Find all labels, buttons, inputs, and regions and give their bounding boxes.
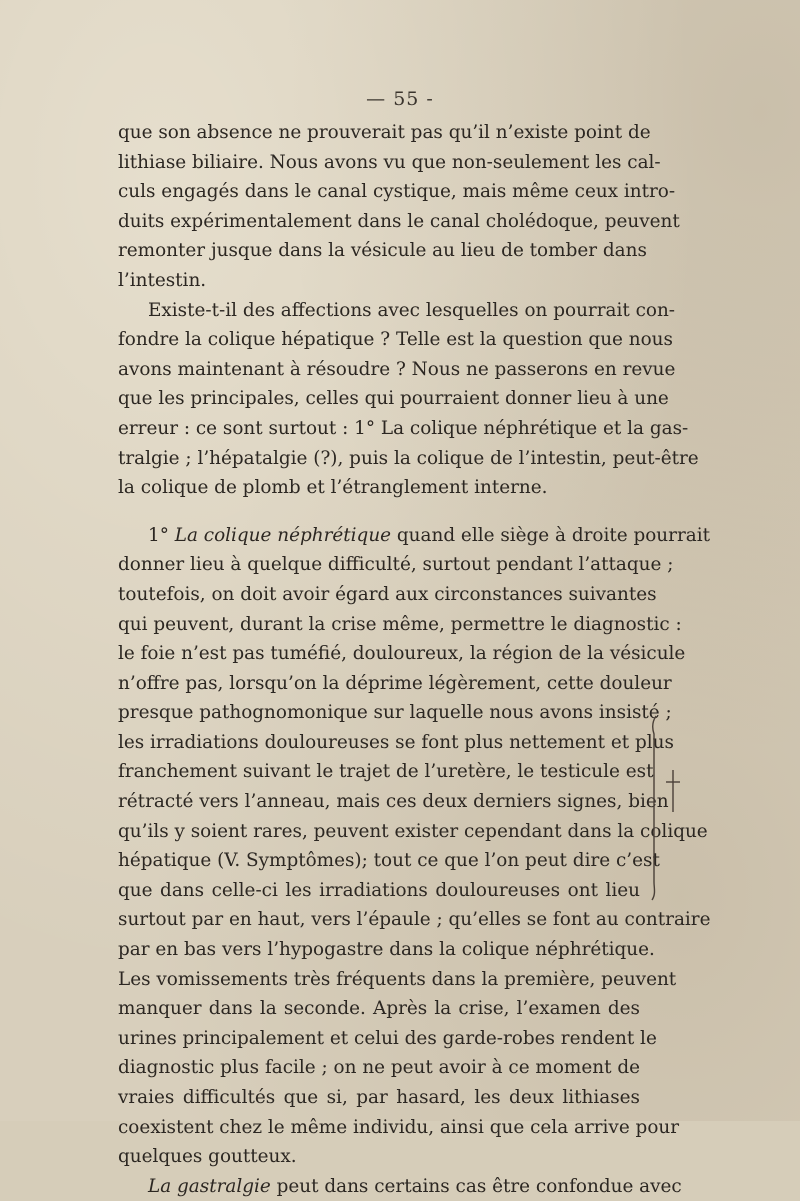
page-number: — 55 - bbox=[366, 88, 434, 110]
body-text bbox=[118, 118, 711, 1201]
text-line: lithiase biliaire. Nous avons vu que non-seulement les cal- bbox=[118, 151, 661, 173]
margin-bracket-drawing bbox=[648, 712, 688, 902]
text-line: duits expérimentalement dans le canal cholédoque, peuvent bbox=[118, 210, 680, 232]
text-line: diagnostic plus facile ; on ne peut avoir à ce moment de bbox=[118, 1057, 640, 1079]
text-line: toutefois, on doit avoir égard aux circonstances suivantes bbox=[118, 583, 657, 605]
text-line: Existe-t-il des affections avec lesquelles on pourrait con- bbox=[148, 299, 676, 321]
text-line: tralgie ; l’hépatalgie (?), puis la colique de l’intestin, peut-être bbox=[118, 447, 699, 469]
text-line: La gastralgie peut dans certains cas être confondue avec bbox=[148, 1175, 682, 1197]
paragraph-1 bbox=[118, 118, 699, 503]
text-line: coexistent chez le même individu, ainsi que cela arrive pour bbox=[118, 1116, 680, 1138]
text-line: n’offre pas, lorsqu’on la déprime légèrement, cette douleur bbox=[118, 672, 672, 694]
text-line: culs engagés dans le canal cystique, mais même ceux intro- bbox=[118, 181, 676, 203]
text-line: Les vomissements très fréquents dans la première, peuvent bbox=[118, 968, 677, 990]
paragraph-2 bbox=[118, 521, 711, 1201]
text-line: donner lieu à quelque difficulté, surtout pendant l’attaque ; bbox=[118, 554, 674, 576]
text-line: presque pathognomonique sur laquelle nous avons insisté ; bbox=[118, 702, 672, 724]
italic-heading: La gastralgie bbox=[148, 1175, 271, 1197]
text-line: vraies difficultés que si, par hasard, les deux lithiases bbox=[118, 1087, 640, 1108]
text-line: que dans celle-ci les irradiations douloureuses ont lieu bbox=[118, 879, 640, 901]
italic-heading: La colique néphrétique bbox=[174, 524, 392, 546]
text-line: hépatique (V. Symptômes); tout ce que l’on peut dire c’est bbox=[118, 850, 660, 872]
handwritten-margin-bracket bbox=[648, 712, 688, 902]
text-line: l’intestin. bbox=[118, 269, 207, 291]
text-line: par en bas vers l’hypogastre dans la colique néphrétique. bbox=[118, 939, 655, 961]
text-line: qu’ils y soient rares, peuvent exister cependant dans la colique bbox=[118, 820, 708, 842]
text-line: que son absence ne prouverait pas qu’il n’existe point de bbox=[118, 122, 651, 143]
text-line: la colique de plomb et l’étranglement interne. bbox=[118, 477, 548, 499]
paragraph-gap bbox=[118, 503, 640, 521]
text-line: surtout par en haut, vers l’épaule ; qu’elles se font au contraire bbox=[118, 909, 711, 931]
text-line: rétracté vers l’anneau, mais ces deux derniers signes, bien bbox=[118, 791, 669, 813]
text-line: quelques goutteux. bbox=[118, 1146, 297, 1168]
text-line: que les principales, celles qui pourraient donner lieu à une bbox=[118, 388, 669, 410]
text-line: fondre la colique hépatique ? Telle est la question que nous bbox=[118, 329, 673, 351]
text-line: franchement suivant le trajet de l’uretère, le testicule est bbox=[118, 761, 654, 783]
text-line: manquer dans la seconde. Après la crise, l’examen des bbox=[118, 998, 640, 1020]
text-line: le foie n’est pas tuméfié, douloureux, la région de la vésicule bbox=[118, 643, 686, 665]
text-line: remonter jusque dans la vésicule au lieu de tomber dans bbox=[118, 240, 647, 262]
text-line: urines principalement et celui des garde-robes rendent le bbox=[118, 1027, 657, 1049]
text-line: 1° La colique néphrétique quand elle siège à droite pourrait bbox=[148, 524, 710, 546]
text-line: qui peuvent, durant la crise même, permettre le diagnostic : bbox=[118, 613, 682, 635]
text-line: les irradiations douloureuses se font plus nettement et plus bbox=[118, 731, 674, 753]
text-line: erreur : ce sont surtout : 1° La colique néphrétique et la gas- bbox=[118, 417, 689, 439]
text-line: avons maintenant à résoudre ? Nous ne passerons en revue bbox=[118, 358, 676, 380]
